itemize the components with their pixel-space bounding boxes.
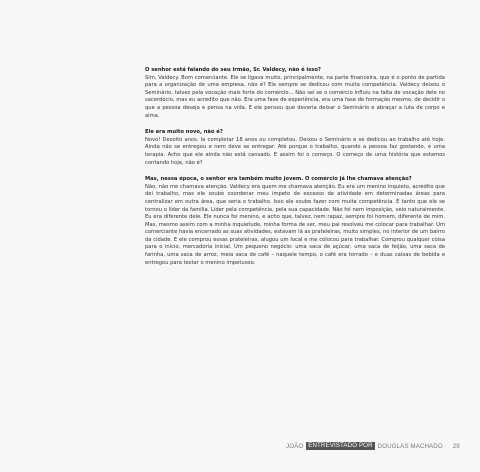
interview-text [145,67,445,276]
footer-label: ENTREVISTADO POR [308,442,373,449]
qa-block [145,67,445,120]
page-number: 29 [452,442,460,450]
footer-name: JOÃO [286,442,304,450]
qa-block [145,129,445,167]
question: Ele era muito novo, não é? [145,129,223,136]
footer-author: DOUGLAS MACHADO [377,442,443,450]
answer: Não, não me chamava atenção. Valdecy era quem me chamava atenção. Eu era um menino inquieto, acredito que dei trabalho, mas ele soube coordenar meu ímpeto de excesso de atividade em determinadas áreas para centralizar em outra área, que seria o trabalho. Isso ele soube fazer com muita competência. É tanto que ele se tornou o líder da família. Líder pela competência, pela sua capacidade. Não foi nem imposição, veio naturalmente. Eu era diferente dele. Ele nunca foi menino, e acho que, talvez, nem rapaz, sempre foi homem, diferente de mim. Mas, mesmo assim com a minha inquietude, minha forma de ser, meu pai resolveu me colocar para trabalhar. Um comerciante havia encerrado as suas atividades, estavam lá as prateleiras, muito simples, no interior de um bairro da cidade. E ele comprou essas prateleiras, alugou um local e me colocou para trabalhar. Comprou qualquer coisa para o início, mercadoria inicial. Um pequeno negócio: uma saca de açúcar, uma saca de feijão, uma saca de farinha, uma saca de arroz, meia saca de café – naquele tempo, o café era torrado – e duas caixas de bebida e entregou para testar o menino impetuoso. [145,183,445,266]
qa-block [145,176,445,267]
answer: Novo! Dezoito anos. Ia completar 18 anos ou completou. Deixou o Seminário e se dedicou ao trabalho até hoje. Ainda não se entregou e nem deve se entregar. Até porque o trabalho, quando a pessoa faz gostando, é uma terapia. Acho que ele ainda não está cansado. E assim foi o começo. O começo de uma história que estamos contando hoje, não é? [145,136,445,166]
question: O senhor está falando do seu irmão, Sr. Valdecy, não é isso? [145,67,321,73]
page-footer [286,442,460,450]
question: Mas, nessa época, o senhor era também muito jovem. O comércio já lhe chamava atenção? [145,176,412,183]
answer: Sim, Valdecy. Bom comerciante. Ele se ligava muito, principalmente, na parte financeira, que é o ponto de partida para a organização de uma empresa, não é? Ele sempre se dedicou com muita competência. Valdecy deixou o Seminário, talvez pela vocação mais forte do comércio... Não sei se o comércio influiu na falta de vocação dele no sacerdócio, mas eu acredito que não. Era uma fase de experiência, era uma fase de formação mesmo, de decidir o que a pessoa deseja e pensa na vida. E ele pensou que deveria deixar o Seminário e abraçar a luta de corpo e alma. [145,74,445,119]
